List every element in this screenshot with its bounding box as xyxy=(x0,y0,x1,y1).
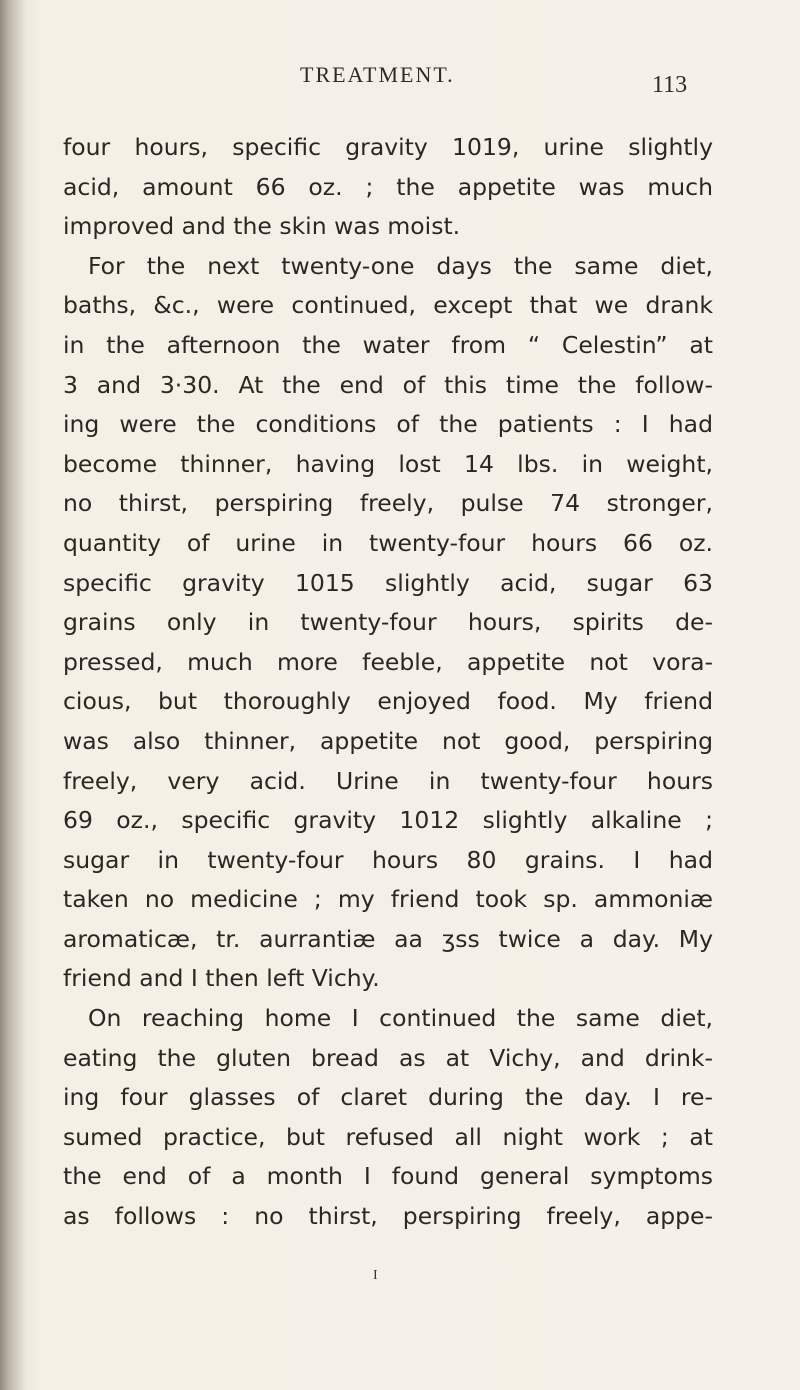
text-line: 69 oz., specific gravity 1012 slightly alkaline ; xyxy=(63,806,713,835)
text-line: specific gravity 1015 slightly acid, sugar 63 xyxy=(63,568,713,597)
body-text xyxy=(63,128,713,1237)
text-line: baths, &c., were continued, except that we drank xyxy=(63,291,713,320)
text-line: taken no medicine ; my friend took sp. ammoniæ xyxy=(63,885,713,914)
text-line: become thinner, having lost 14 lbs. in weight, xyxy=(63,449,713,478)
text-line: aromaticæ, tr. aurrantiæ aa ʒss twice a day. My xyxy=(63,924,713,953)
text-line: four hours, specific gravity 1019, urine slightly xyxy=(63,133,713,161)
text-line: the end of a month I found general symptoms xyxy=(63,1162,713,1191)
text-line: cious, but thoroughly enjoyed food. My friend xyxy=(63,687,713,716)
text-line: sumed practice, but refused all night work ; at xyxy=(63,1122,713,1151)
text-line: For the next twenty-one days the same diet, xyxy=(88,251,713,280)
text-line: friend and I then left Vichy. xyxy=(63,964,380,993)
text-line: acid, amount 66 oz. ; the appetite was much xyxy=(63,172,713,201)
text-line: sugar in twenty-four hours 80 grains. I had xyxy=(63,845,713,874)
running-head xyxy=(0,62,800,102)
text-line: eating the gluten bread as at Vichy, and drink- xyxy=(63,1043,713,1072)
text-line: no thirst, perspiring freely, pulse 74 stronger, xyxy=(63,489,713,518)
page-number: 113 xyxy=(652,72,688,98)
text-line: 3 and 3·30. At the end of this time the follow- xyxy=(63,370,713,399)
text-line: in the afternoon the water from “ Celestin” at xyxy=(63,330,713,359)
text-line: ing were the conditions of the patients : I had xyxy=(63,410,713,439)
text-line: On reaching home I continued the same diet, xyxy=(88,1004,713,1033)
signature-mark: I xyxy=(373,1268,378,1283)
text-line: improved and the skin was moist. xyxy=(63,212,461,241)
text-line: grains only in twenty-four hours, spirits de- xyxy=(63,608,713,637)
text-line: ing four glasses of claret during the day. I re- xyxy=(63,1083,713,1112)
text-line: freely, very acid. Urine in twenty-four hours xyxy=(63,766,713,795)
page-gutter xyxy=(0,0,26,1390)
chapter-title: TREATMENT. xyxy=(300,62,455,87)
text-line: was also thinner, appetite not good, perspiring xyxy=(63,726,713,755)
text-line: quantity of urine in twenty-four hours 66 oz. xyxy=(63,528,713,557)
text-line: as follows : no thirst, perspiring freely, appe- xyxy=(63,1202,713,1231)
text-line: pressed, much more feeble, appetite not vora- xyxy=(63,647,713,676)
